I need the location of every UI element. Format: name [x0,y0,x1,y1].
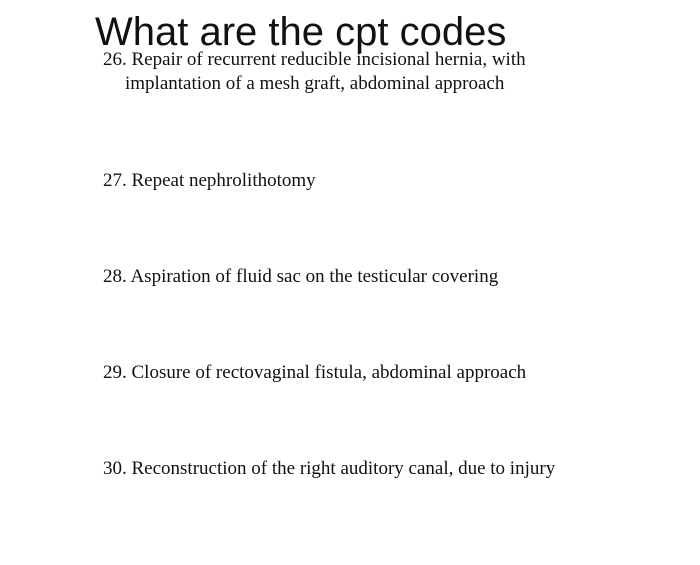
question-26-line-2: implantation of a mesh graft, abdominal approach [125,73,505,94]
question-26 [103,48,526,96]
page-title: What are the cpt codes [95,10,507,54]
question-29: 29. Closure of rectovaginal fistula, abdominal approach [103,362,527,383]
question-28: 28. Aspiration of fluid sac on the testicular covering [103,266,499,287]
question-30: 30. Reconstruction of the right auditory canal, due to injury [103,458,556,479]
question-27: 27. Repeat nephrolithotomy [103,170,316,191]
question-26-line-1: 26. Repair of recurrent reducible incisional hernia, with [103,49,526,70]
